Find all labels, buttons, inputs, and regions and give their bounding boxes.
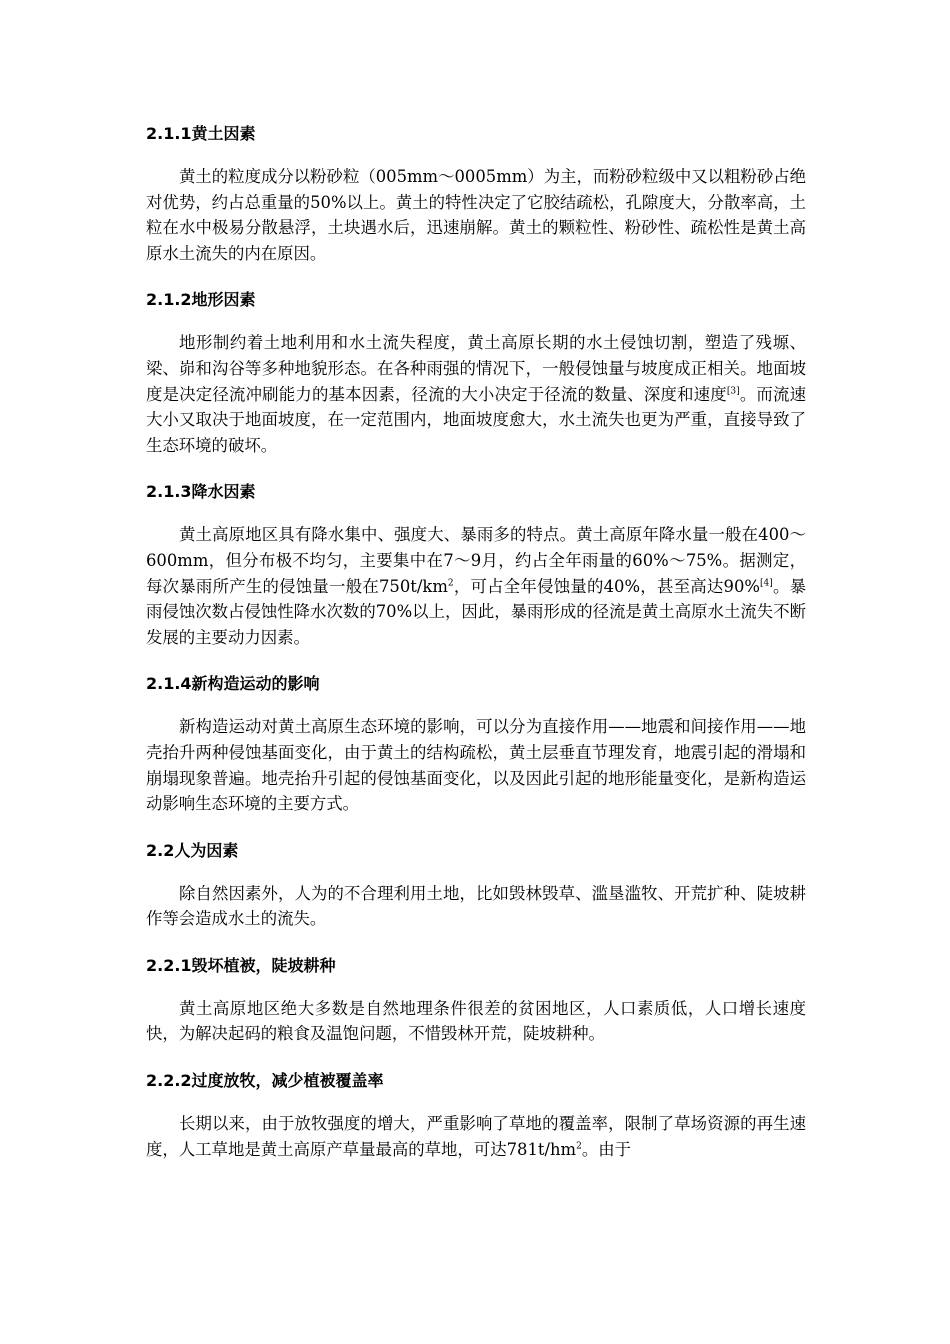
section-2-2-1 (146, 954, 806, 1047)
section-heading: 2.2.2过度放牧，减少植被覆盖率 (146, 1071, 384, 1091)
section-2-1-3 (146, 480, 806, 650)
paragraph-text: 长期以来，由于放牧强度的增大，严重影响了草地的覆盖率，限制了草场资源的再生速度，人工草地是黄土高原产草量最高的草地，可达781t/hm (146, 1114, 806, 1159)
paragraph-text: ，可占全年侵蚀量的40%，甚至高达90% (453, 576, 760, 596)
superscript: 2 (576, 1141, 582, 1152)
section-paragraph (146, 522, 806, 650)
paragraph-text: 黄土的粒度成分以粉砂粒（005mm～0005mm）为主，而粉砂粒级中又以粗粉砂占绝对优势，约占总重量的50%以上。黄土的特性决定了它胶结疏松，孔隙度大，分散率高，土粒在水中极易分散悬浮，土块遇水后，迅速崩解。黄土的颗粒性、粉砂性、疏松性是黄土高原水土流失的内在原因。 (146, 167, 806, 263)
section-2-2 (146, 839, 806, 932)
citation-ref: [3] (726, 386, 740, 397)
section-paragraph (146, 996, 806, 1047)
section-heading: 2.1.3降水因素 (146, 482, 256, 502)
section-paragraph (146, 714, 806, 816)
paragraph-text: 新构造运动对黄土高原生态环境的影响，可以分为直接作用——地震和间接作用——地壳抬升两种侵蚀基面变化，由于黄土的结构疏松，黄土层垂直节理发育，地震引起的滑塌和崩塌现象普遍。地壳抬升引起的侵蚀基面变化，以及因此引起的地形能量变化，是新构造运动影响生态环境的主要方式。 (146, 717, 806, 814)
superscript: 2 (447, 578, 454, 589)
section-paragraph (146, 330, 806, 458)
section-2-1-1 (146, 122, 806, 266)
paragraph-text: 。而流速大小又取决于地面坡度，在一定范围内，地面坡度愈大，水土流失也更为严重，直接导致了生态环境的破坏。 (146, 384, 807, 455)
section-2-1-2 (146, 288, 806, 458)
section-2-1-4 (146, 672, 806, 816)
section-heading: 2.2人为因素 (146, 840, 239, 860)
section-heading: 2.1.1黄土因素 (146, 124, 256, 143)
paragraph-text: 地形制约着土地利用和水土流失程度，黄土高原长期的水土侵蚀切割，塑造了残塬、梁、峁和沟谷等多种地貌形态。在各种雨强的情况下，一般侵蚀量与坡度成正相关。地面坡度是决定径流冲刷能力的基本因素，径流的大小决定于径流的数量、深度和速度 (146, 333, 806, 404)
section-heading: 2.1.4新构造运动的影响 (146, 674, 320, 694)
section-2-2-2 (146, 1069, 806, 1162)
section-heading: 2.2.1毁坏植被，陡坡耕种 (146, 955, 336, 975)
section-paragraph (146, 1111, 806, 1162)
document-body (146, 122, 806, 1184)
paragraph-text: 黄土高原地区具有降水集中、强度大、暴雨多的特点。黄土高原年降水量一般在400～600mm，但分布极不均匀，主要集中在7～9月，约占全年雨量的60%～75%。据测定，每次暴雨所产生的侵蚀量一般在750t/km (146, 525, 806, 596)
section-paragraph (146, 164, 806, 266)
section-paragraph (146, 881, 806, 932)
section-heading: 2.1.2地形因素 (146, 290, 256, 310)
paragraph-text: 。暴雨侵蚀次数占侵蚀性降水次数的70%以上，因此，暴雨形成的径流是黄土高原水土流失不断发展的主要动力因素。 (146, 576, 806, 647)
citation-ref: [4] (759, 578, 773, 589)
paragraph-text: 。由于 (581, 1139, 631, 1159)
paragraph-text: 黄土高原地区绝大多数是自然地理条件很差的贫困地区，人口素质低，人口增长速度快，为解决起码的粮食及温饱问题，不惜毁林开荒，陡坡耕种。 (146, 998, 806, 1044)
paragraph-text: 除自然因素外，人为的不合理利用土地，比如毁林毁草、滥垦滥牧、开荒扩种、陡坡耕作等会造成水土的流失。 (146, 883, 806, 929)
